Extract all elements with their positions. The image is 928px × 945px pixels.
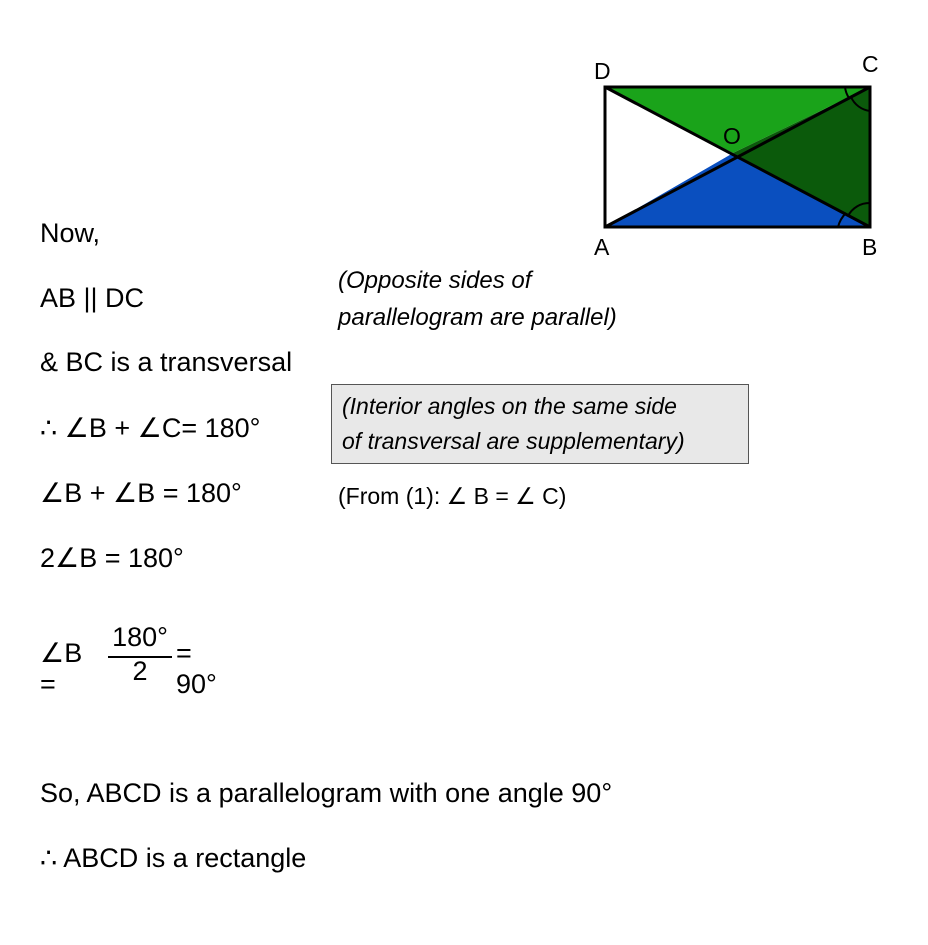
fraction-numerator: 180° [112, 622, 168, 652]
conclusion-parallelogram: So, ABCD is a parallelogram with one angle 90° [40, 778, 613, 808]
vertex-label-c: C [862, 51, 879, 77]
vertex-label-o: O [723, 123, 741, 149]
note-opposite-sides-line1: (Opposite sides of [338, 267, 532, 294]
note-interior-line2: of transversal are supplementary) [342, 428, 685, 454]
vertex-label-d: D [594, 58, 611, 84]
step-transversal: & BC is a transversal [40, 347, 293, 377]
fraction-lhs: ∠B = [40, 638, 83, 699]
vertex-label-b: B [862, 234, 878, 260]
interior-angles-callout [331, 384, 749, 464]
note-interior-line1: (Interior angles on the same side [342, 393, 677, 419]
note-opposite-sides-line2: parallelogram are parallel) [338, 304, 617, 331]
step-parallel: AB || DC [40, 283, 145, 313]
vertex-label-a: A [594, 234, 610, 260]
rectangle-abcd-diagram [585, 50, 895, 265]
conclusion-rectangle: ∴ ABCD is a rectangle [40, 843, 307, 873]
note-from-1: (From (1): ∠ B = ∠ C) [338, 483, 567, 509]
step-angle-sum: ∴ ∠B + ∠C= 180° [40, 413, 261, 443]
fraction-rhs: = 90° [176, 638, 217, 699]
step-double: 2∠B = 180° [40, 543, 184, 573]
step-now: Now, [40, 218, 101, 248]
fraction-denominator: 2 [132, 656, 148, 686]
step-substitute: ∠B + ∠B = 180° [40, 478, 242, 508]
